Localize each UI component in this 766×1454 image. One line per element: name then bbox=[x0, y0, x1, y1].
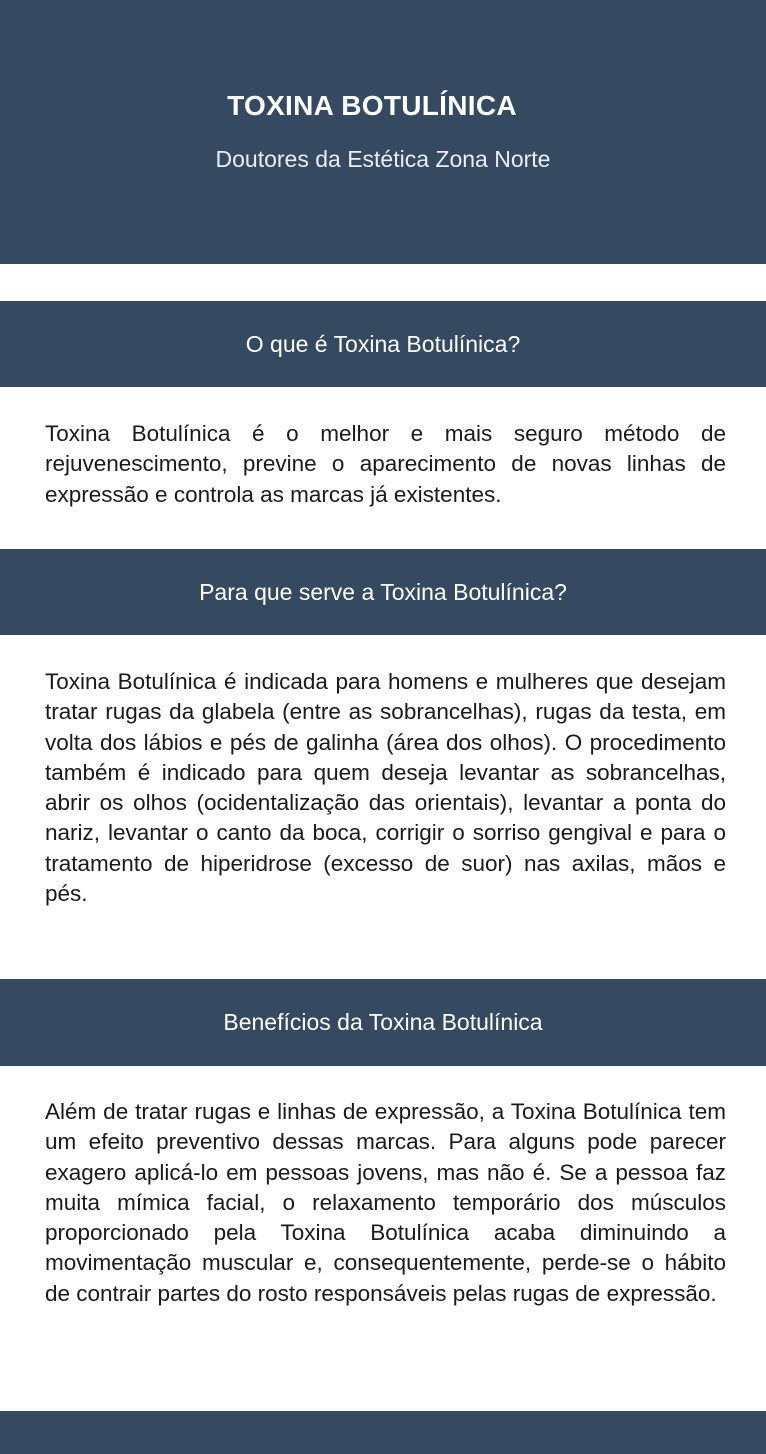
section-body: Além de tratar rugas e linhas de expressão, a Toxina Botulínica tem um efeito preventivo dessas marcas. Para alguns pode parecer exagero aplicá-lo em pessoas jovens, mas não é. Se a pessoa faz muita mímica facial, o relaxamento temporário dos músculos proporcionado pela Toxina Botulínica acaba diminuindo a movimentação muscular e, consequentemente, perde-se o hábito de contrair partes do rosto responsáveis pelas rugas de expressão. bbox=[45, 1099, 726, 1306]
page-subtitle: Doutores da Estética Zona Norte bbox=[215, 146, 551, 172]
hero-banner bbox=[0, 0, 766, 264]
section-body: Toxina Botulínica é indicada para homens e mulheres que desejam tratar rugas da glabela (entre as sobrancelhas), rugas da testa, em volta dos lábios e pés de galinha (área dos olhos). O procedimento também é indicado para quem deseja levantar as sobrancelhas, abrir os olhos (ocidentalização das orientais), levantar a ponta do nariz, levantar o canto da boca, corrigir o sorriso gengival e para o tratamento de hiperidrose (excesso de suor) nas axilas, mãos e pés. bbox=[45, 669, 726, 907]
page-title: TOXINA BOTULÍNICA bbox=[227, 90, 517, 121]
section-heading: Benefícios da Toxina Botulínica bbox=[0, 979, 766, 1066]
section-heading: Para que serve a Toxina Botulínica? bbox=[0, 549, 766, 635]
footer-band bbox=[0, 1411, 766, 1454]
section-heading: O que é Toxina Botulínica? bbox=[0, 301, 766, 387]
section-body: Toxina Botulínica é o melhor e mais seguro método de rejuvenescimento, previne o aparecimento de novas linhas de expressão e controla as marcas já existentes. bbox=[45, 421, 726, 507]
